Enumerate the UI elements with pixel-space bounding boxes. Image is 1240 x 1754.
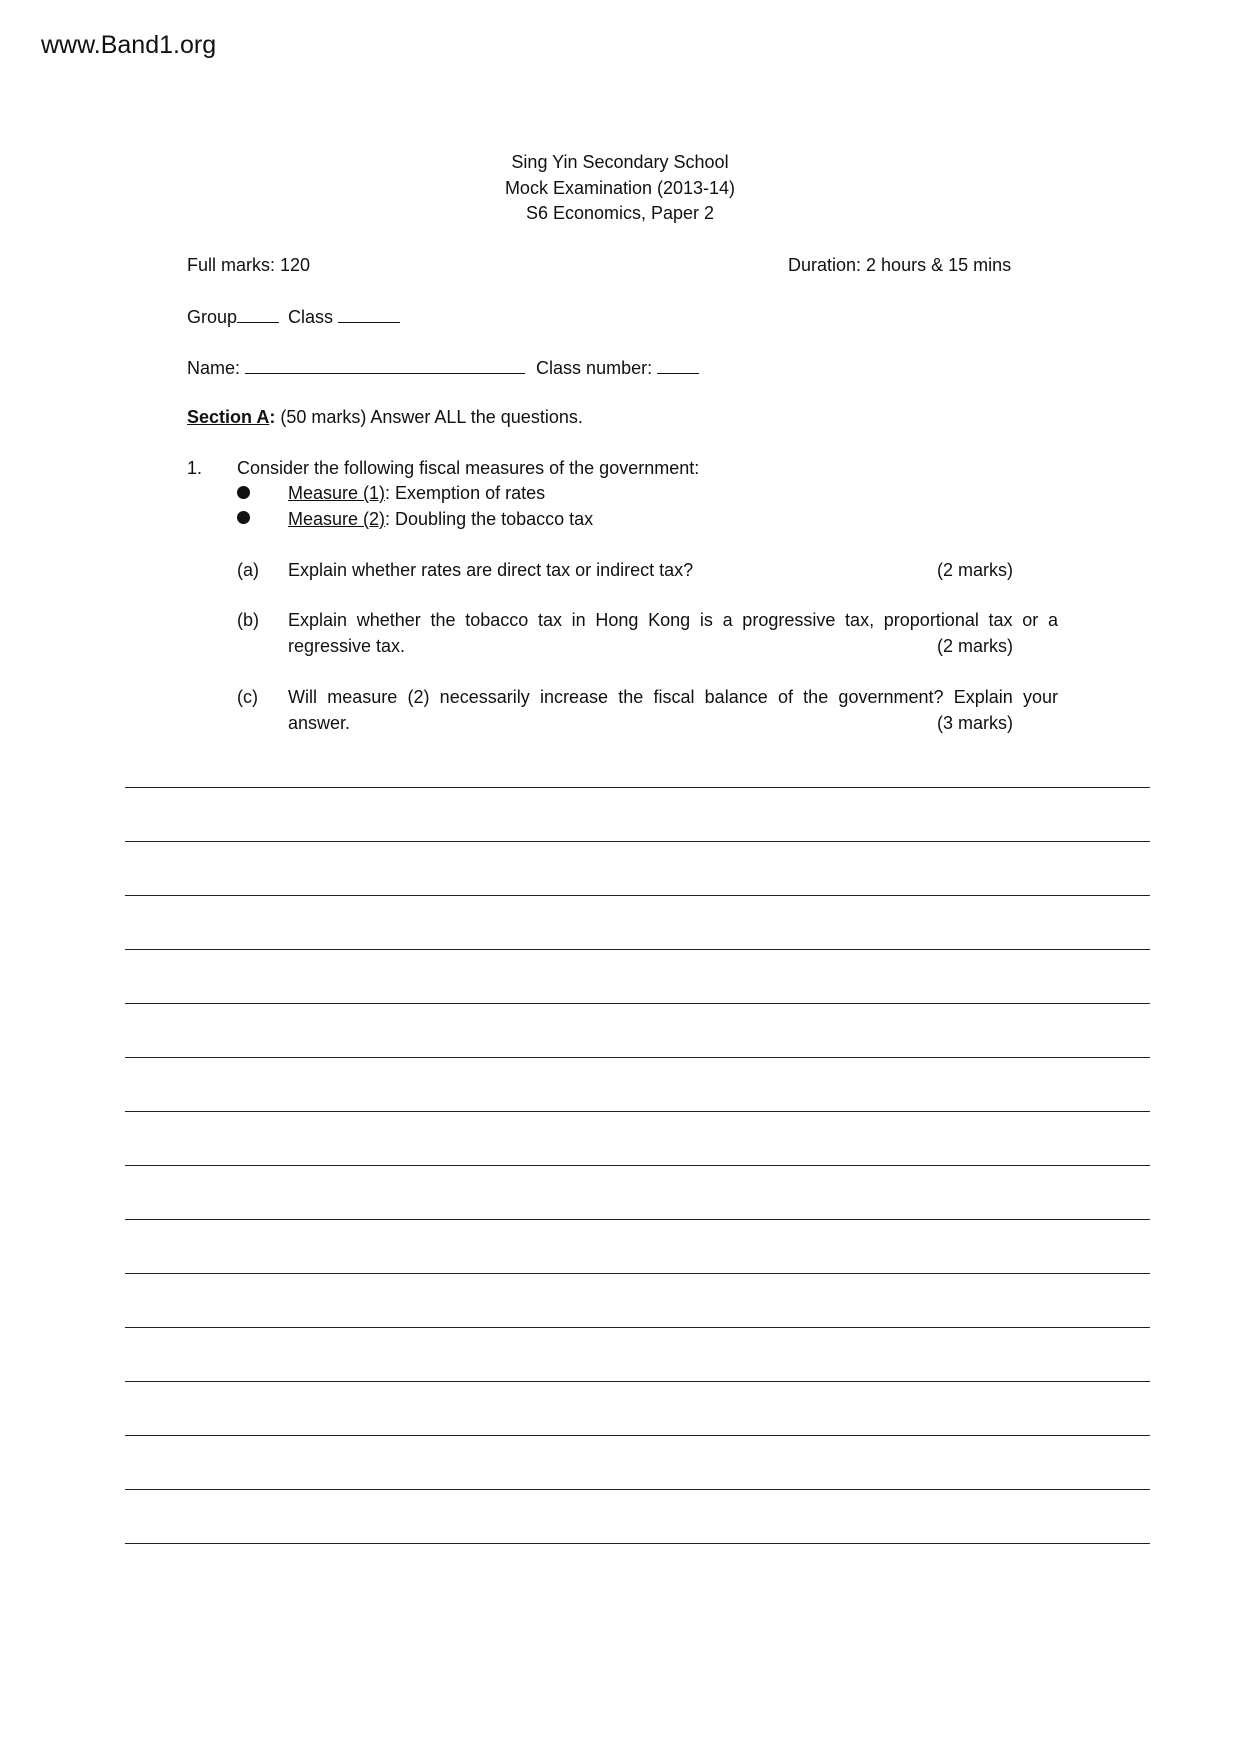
answer-line[interactable] xyxy=(125,949,1150,950)
part-letter: (c) xyxy=(237,687,258,707)
measure-label: Measure (1) xyxy=(288,483,386,503)
class-number-blank[interactable] xyxy=(657,355,699,374)
site-watermark: www.Band1.org xyxy=(41,31,217,59)
part-letter: (a) xyxy=(237,560,259,580)
measure-label: Measure (2) xyxy=(288,509,386,529)
duration: Duration: 2 hours & 15 mins xyxy=(788,255,1012,275)
group-label: Group xyxy=(187,307,238,327)
answer-line[interactable] xyxy=(125,1003,1150,1004)
class-label: Class xyxy=(288,307,334,327)
answer-line[interactable] xyxy=(125,1219,1150,1220)
full-marks: Full marks: 120 xyxy=(187,255,311,275)
section-colon: : xyxy=(269,407,276,427)
section-instruction: (50 marks) Answer ALL the questions. xyxy=(275,407,583,427)
group-blank[interactable] xyxy=(237,304,279,323)
school-name: Sing Yin Secondary School xyxy=(511,152,729,172)
class-number-label: Class number: xyxy=(536,358,653,378)
bullet-icon xyxy=(237,511,250,524)
part-a-marks: (2 marks) xyxy=(937,560,1013,580)
answer-line[interactable] xyxy=(125,1543,1150,1544)
answer-line[interactable] xyxy=(125,1489,1150,1490)
answer-line[interactable] xyxy=(125,1057,1150,1058)
answer-line[interactable] xyxy=(125,1273,1150,1274)
section-title: Section A xyxy=(187,407,270,427)
name-label: Name: xyxy=(187,358,241,378)
part-b-text: Explain whether the tobacco tax in Hong Kong is a progressive tax, proportional tax or a regressive tax. xyxy=(288,610,1058,656)
answer-line[interactable] xyxy=(125,1327,1150,1328)
part-b-marks: (2 marks) xyxy=(937,636,1013,656)
part-letter: (b) xyxy=(237,610,259,630)
exam-title: Mock Examination (2013-14) xyxy=(504,178,736,198)
question-stem: Consider the following fiscal measures of the government: xyxy=(237,458,700,478)
answer-line[interactable] xyxy=(125,895,1150,896)
section-heading xyxy=(187,405,583,429)
name-row xyxy=(187,355,699,380)
measure-1 xyxy=(288,481,545,505)
answer-line[interactable] xyxy=(125,1111,1150,1112)
bullet-icon xyxy=(237,486,250,499)
answer-line[interactable] xyxy=(125,1165,1150,1166)
measure-2 xyxy=(288,507,593,531)
name-blank[interactable] xyxy=(245,355,525,374)
answer-line[interactable] xyxy=(125,1435,1150,1436)
paper-title: S6 Economics, Paper 2 xyxy=(525,203,715,223)
class-blank[interactable] xyxy=(338,304,400,323)
group-class-row xyxy=(187,304,400,329)
part-a-text: Explain whether rates are direct tax or indirect tax? xyxy=(288,560,694,580)
measure-text: : Doubling the tobacco tax xyxy=(385,509,594,529)
part-c-marks: (3 marks) xyxy=(937,713,1013,733)
answer-line[interactable] xyxy=(125,841,1150,842)
question-number: 1. xyxy=(187,458,203,478)
part-c-text: Will measure (2) necessarily increase the fiscal balance of the government? Explain your answer. xyxy=(288,687,1058,733)
answer-line[interactable] xyxy=(125,787,1150,788)
answer-line[interactable] xyxy=(125,1381,1150,1382)
measure-text: : Exemption of rates xyxy=(385,483,546,503)
